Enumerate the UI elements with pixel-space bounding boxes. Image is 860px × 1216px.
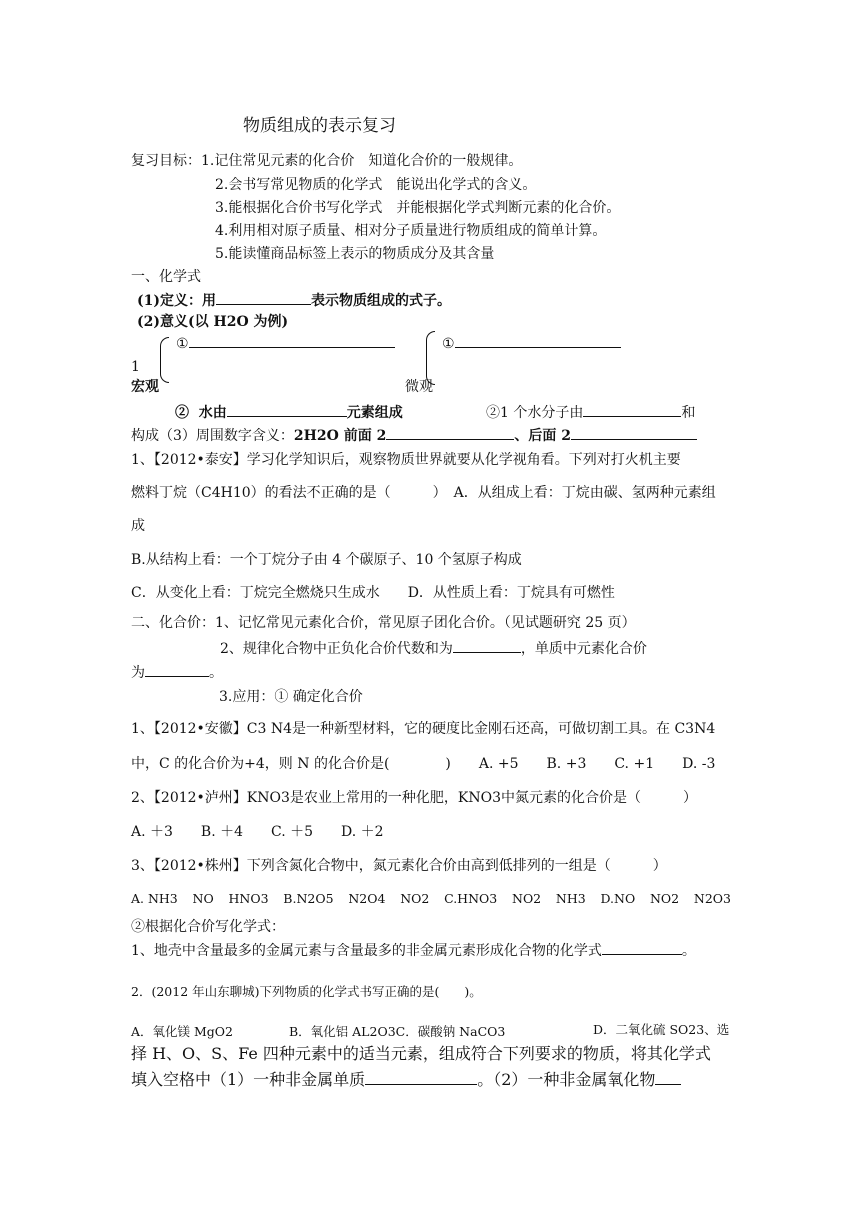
micro-label: 微观 (405, 379, 433, 395)
option-item: C.HNO3 (444, 891, 498, 906)
section-heading: 二、化合价：1、记忆常见元素化合价，常见原子团化合价。（见试题研究 25 页） (131, 615, 636, 631)
numbers-back: 、后面 2 (514, 428, 571, 444)
circle-number: ② (175, 405, 189, 421)
answer-blank[interactable] (455, 333, 621, 348)
question-text: 1、【2012•泰安】学习化学知识后，观察物质世界就要从化学视角看。下列对打火机主要 (131, 452, 681, 468)
option-text: A．氧化镁 MgO2 (131, 1024, 234, 1039)
option-item: NO2 (512, 891, 542, 906)
option-item: NO2 (649, 891, 680, 906)
macro-meaning-1 (176, 333, 395, 353)
numbers-front: 2H2O 前面 2 (293, 428, 387, 444)
answer-blank[interactable] (365, 1068, 477, 1085)
rule-prefix-2: 为 (131, 665, 145, 681)
option-item: N2O4 (348, 891, 386, 906)
option-text: C．从变化上看：丁烷完全燃烧只生成水 D．从性质上看：丁烷具有可燃性 (131, 585, 615, 601)
answer-blank[interactable] (602, 940, 682, 955)
objectives-row-1 (131, 152, 522, 170)
answer-blank[interactable] (386, 425, 514, 440)
option-item: NO2 (400, 891, 430, 906)
macro-label: 宏观 (131, 379, 159, 395)
option-item: NH3 (555, 891, 586, 906)
option-item: D.NO (600, 891, 636, 906)
page-title: 物质组成的表示复习 (243, 116, 396, 136)
numbers-meaning-line (131, 425, 697, 445)
options-row (131, 890, 731, 908)
question-text: 择 H、O、S、Fe 四种元素中的适当元素，组成符合下列要求的物质，将其化学式 (131, 1044, 711, 1063)
answer-blank[interactable] (583, 402, 681, 417)
answer-blank[interactable] (571, 425, 697, 440)
question-text: 中，C 的化合价为+4，则 N 的化合价是( ) A. +5 B. +3 C. +1 D. -3 (131, 756, 716, 772)
micro-suffix: 和 (681, 405, 696, 421)
answer-blank[interactable] (227, 402, 347, 417)
option-item: A. NH3 (131, 891, 178, 906)
definition-line (137, 290, 451, 310)
definition-suffix: 表示物质组成的式子。 (311, 293, 451, 309)
answer-blank[interactable] (189, 333, 395, 348)
question-text: 1、【2012•安徽】C3 N4是一种新型材料，它的硬度比金刚石还高，可做切割工具。在 C3N4 (131, 721, 716, 737)
rule-end: 。 (209, 665, 223, 681)
question-line (131, 1068, 681, 1090)
application-heading: 3.应用：① 确定化合价 (219, 689, 363, 705)
numbers-prefix: 构成（3）周围数字含义： (131, 428, 294, 444)
left-brace (160, 337, 169, 383)
water-prefix: 水由 (198, 405, 227, 421)
rule-suffix: ，单质中元素化合价 (520, 641, 647, 657)
question-text: 。（2）一种非金属氧化物 (477, 1070, 656, 1089)
section-heading: ②根据化合价写化学式： (131, 919, 285, 935)
objective-item: 4.利用相对原子质量、相对分子质量进行物质组成的简单计算。 (215, 223, 607, 239)
circle-number: ① (442, 336, 455, 352)
option-item: N2O3 (693, 891, 731, 906)
objective-item: 1.记住常见元素的化合价 知道化合价的一般规律。 (201, 153, 523, 169)
option-item: NO (192, 891, 214, 906)
circle-number: ① (176, 336, 189, 352)
objectives-label: 复习目标： (131, 153, 201, 169)
question-text: 3、【2012•株州】下列含氮化合物中，氮元素化合价由高到低排列的一组是（ ） (131, 858, 667, 874)
meaning-line: (2)意义(以 H2O 为例) (137, 314, 289, 330)
question-text: 2．(2012 年山东聊城)下列物质的化学式书写正确的是( )。 (131, 984, 482, 999)
option-text: D．二氧化硫 SO23、选 (593, 1022, 730, 1037)
objective-item: 5.能读懂商品标签上表示的物质成分及其含量 (215, 246, 495, 262)
question-end: 。 (681, 943, 696, 959)
option-item: B.N2O5 (283, 891, 334, 906)
option-item: HNO3 (228, 891, 269, 906)
option-text: A. ＋3 B. ＋4 C. ＋5 D. ＋2 (131, 824, 384, 840)
micro-prefix: ②1 个水分子由 (486, 405, 584, 421)
rule-prefix: 2、规律化合物中正负化合价代数和为 (220, 641, 453, 657)
question-text: 1、地壳中含量最多的金属元素与含量最多的非金属元素形成化合物的化学式 (131, 943, 602, 959)
number-label: 1 (131, 359, 140, 375)
answer-blank[interactable] (453, 638, 521, 653)
option-text: B.从结构上看：一个丁烷分子由 4 个碳原子、10 个氢原子构成 (131, 552, 522, 568)
objective-item: 3.能根据化合价书写化学式 并能根据化学式判断元素的化合价。 (215, 200, 621, 216)
micro-meaning-1 (442, 333, 621, 353)
macro-meaning-2 (175, 402, 403, 422)
option-text: B．氧化铝 AL2O3C．碳酸钠 NaCO3 (289, 1024, 506, 1039)
question-line (131, 940, 696, 960)
rule-line (220, 638, 647, 658)
answer-blank[interactable] (655, 1068, 681, 1085)
right-brace (426, 331, 435, 385)
rule-line-2 (131, 662, 223, 682)
micro-meaning-2 (486, 402, 695, 422)
answer-blank[interactable] (216, 290, 311, 305)
water-suffix: 元素组成 (346, 405, 403, 421)
question-text: 成 (131, 518, 145, 534)
answer-blank[interactable] (145, 662, 209, 677)
question-text: 填入空格中（1）一种非金属单质 (131, 1070, 366, 1089)
objective-item: 2.会书写常见物质的化学式 能说出化学式的含义。 (215, 177, 537, 193)
definition-prefix: (1)定义：用 (137, 293, 216, 309)
question-text: 2、【2012•泸州】KNO3是农业上常用的一种化肥，KNO3中氮元素的化合价是（ ） (131, 790, 697, 806)
section-heading: 一、化学式 (131, 269, 201, 285)
question-text: 燃料丁烷（C4H10）的看法不正确的是（ ） A．从组成上看：丁烷由碳、氢两种元素组 (131, 485, 716, 501)
